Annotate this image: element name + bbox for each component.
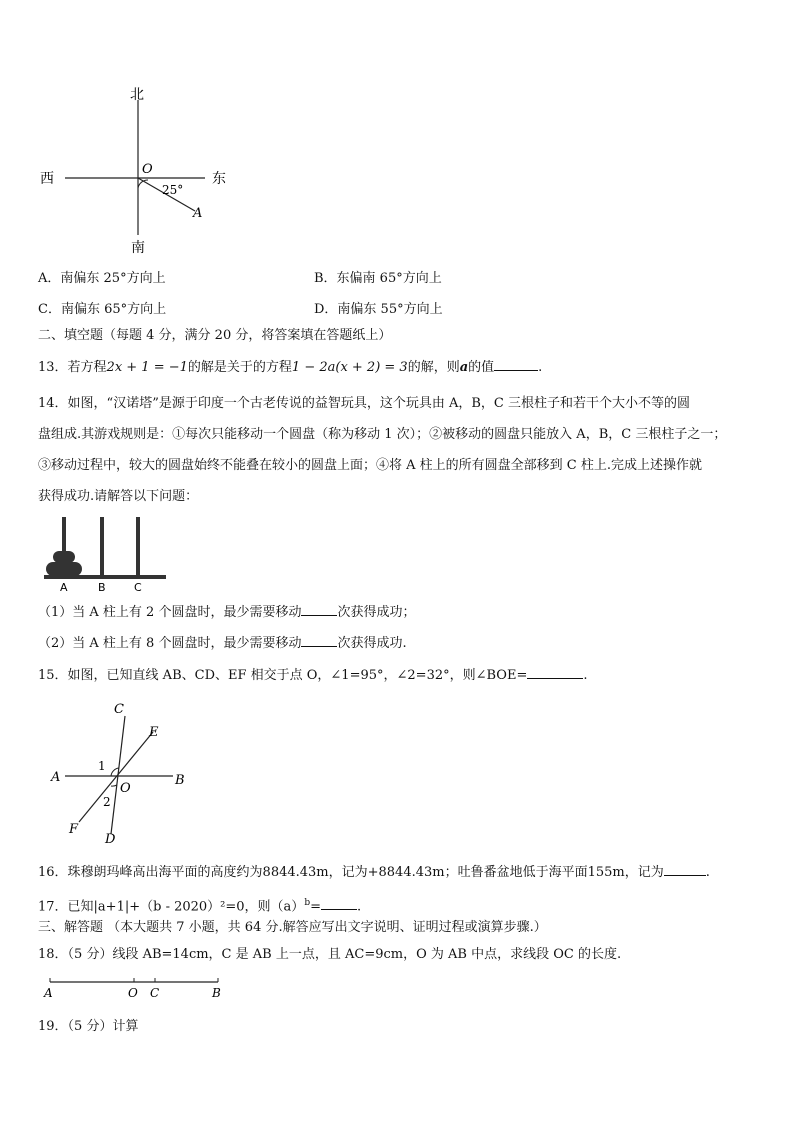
question-16 <box>38 863 710 882</box>
option-b: B．东偏南 65°方向上 <box>314 271 442 286</box>
angle-label: 25° <box>162 183 184 197</box>
origin-label: O <box>142 162 153 177</box>
label-d: D <box>105 832 116 847</box>
compass-figure <box>30 80 240 260</box>
question-18: 18．（5 分）线段 AB=14cm，C 是 AB 上一点，且 AC=9cm，O 为 AB 中点，求线段 OC 的长度. <box>38 947 622 962</box>
question-19: 19．（5 分）计算 <box>38 1019 139 1034</box>
q17-eq: = <box>310 899 321 915</box>
seg-label-b: B <box>212 986 221 1000</box>
label-e: E <box>149 725 159 740</box>
q17-exponent: b <box>304 898 311 908</box>
q13-equation-1: 2x + 1 = −1 <box>106 360 188 375</box>
angle-2-arc <box>111 785 117 786</box>
q17-text: 17．已知|a+1|+（b - 2020）²=0，则（a） <box>38 899 305 915</box>
label-f: F <box>69 822 79 837</box>
angle-arc <box>138 180 148 188</box>
option-a: A．南偏东 25°方向上 <box>38 271 166 286</box>
q16-answer-blank <box>664 863 706 876</box>
label-o: O <box>120 781 131 796</box>
q13-dot: . <box>538 360 543 375</box>
peg-b <box>100 517 104 577</box>
q13-equation-2: 1 − 2a(x + 2) = 3 <box>291 360 408 375</box>
label-angle-2: 2 <box>103 795 111 809</box>
peg-label-a: A <box>60 581 68 594</box>
q13-end1: 的解，则 <box>407 360 460 375</box>
west-label: 西 <box>40 171 54 187</box>
section-3-heading: 三、解答题 （本大题共 7 小题，共 64 分.解答应写出文字说明、证明过程或演算步骤.） <box>38 920 547 935</box>
label-a: A <box>51 770 61 785</box>
q14-sub-1 <box>38 603 415 622</box>
q14-line-2: 盘组成.其游戏规则是：①每次只能移动一个圆盘（称为移动 1 次）；②被移动的圆盘只能放入 A，B，C 三根柱子之一； <box>38 427 727 442</box>
q14-line-4: 获得成功.请解答以下问题： <box>38 489 199 504</box>
question-15 <box>38 666 587 685</box>
q13-end2: 的值 <box>468 360 495 375</box>
seg-label-a: A <box>44 986 53 1000</box>
seg-label-c: C <box>150 986 160 1000</box>
peg-label-b: B <box>98 581 106 594</box>
q14-line-1: 14．如图，“汉诺塔”是源于印度一个古老传说的益智玩具，这个玩具由 A，B，C 三根柱子和若干个大小不等的圆 <box>38 396 690 411</box>
seg-label-o: O <box>128 986 138 1000</box>
q14-line-3: ③移动过程中，较大的圆盘始终不能叠在较小的圆盘上面；④将 A 柱上的所有圆盘全部移到 C 柱上.完成上述操作就 <box>38 458 702 473</box>
base <box>44 575 166 579</box>
segment-figure <box>40 972 230 1004</box>
north-label: 北 <box>130 87 144 103</box>
q13-num: 13．若方程 <box>38 360 107 375</box>
south-label: 南 <box>131 240 145 256</box>
q14-sub1-pre: （1）当 A 柱上有 2 个圆盘时，最少需要移动 <box>38 605 302 620</box>
q13-answer-blank <box>494 358 538 371</box>
disk-small <box>53 551 75 563</box>
option-d: D．南偏东 55°方向上 <box>314 302 443 317</box>
point-a-label: A <box>193 206 203 221</box>
question-13 <box>38 358 542 377</box>
q13-mid: 的解是关于的方程 <box>187 360 292 375</box>
label-angle-1: 1 <box>98 759 106 773</box>
label-c: C <box>114 702 124 717</box>
q15-text: 15．如图，已知直线 AB、CD、EF 相交于点 O，∠1=95°，∠2=32°，则∠BOE= <box>38 668 528 683</box>
q16-dot: . <box>705 865 710 880</box>
q13-var: a <box>459 360 469 375</box>
q14-sub1-blank <box>301 603 337 616</box>
q15-dot: . <box>583 668 588 683</box>
q14-sub2-post: 次获得成功. <box>337 636 407 651</box>
q14-sub2-pre: （2）当 A 柱上有 8 个圆盘时，最少需要移动 <box>38 636 302 651</box>
q17-answer-blank <box>321 897 357 910</box>
disk-large <box>46 562 82 576</box>
q14-sub2-blank <box>301 634 337 647</box>
east-label: 东 <box>212 171 226 187</box>
q14-sub1-post: 次获得成功； <box>337 605 416 620</box>
q14-sub-2 <box>38 634 407 653</box>
hanoi-tower-figure <box>40 515 170 595</box>
q16-text: 16．珠穆朗玛峰高出海平面的高度约为8844.43m，记为+8844.43m；吐鲁番盆地低于海平面155m，记为 <box>38 865 664 880</box>
peg-c <box>136 517 140 577</box>
option-c: C．南偏东 65°方向上 <box>38 302 167 317</box>
q17-dot: . <box>356 899 362 915</box>
peg-label-c: C <box>134 581 142 594</box>
question-17 <box>38 894 361 916</box>
q15-answer-blank <box>527 666 583 679</box>
section-2-heading: 二、填空题（每题 4 分，满分 20 分，将答案填在答题纸上） <box>38 328 392 343</box>
line-ef <box>79 732 153 822</box>
label-b: B <box>175 773 185 788</box>
intersecting-lines-figure <box>45 698 205 848</box>
